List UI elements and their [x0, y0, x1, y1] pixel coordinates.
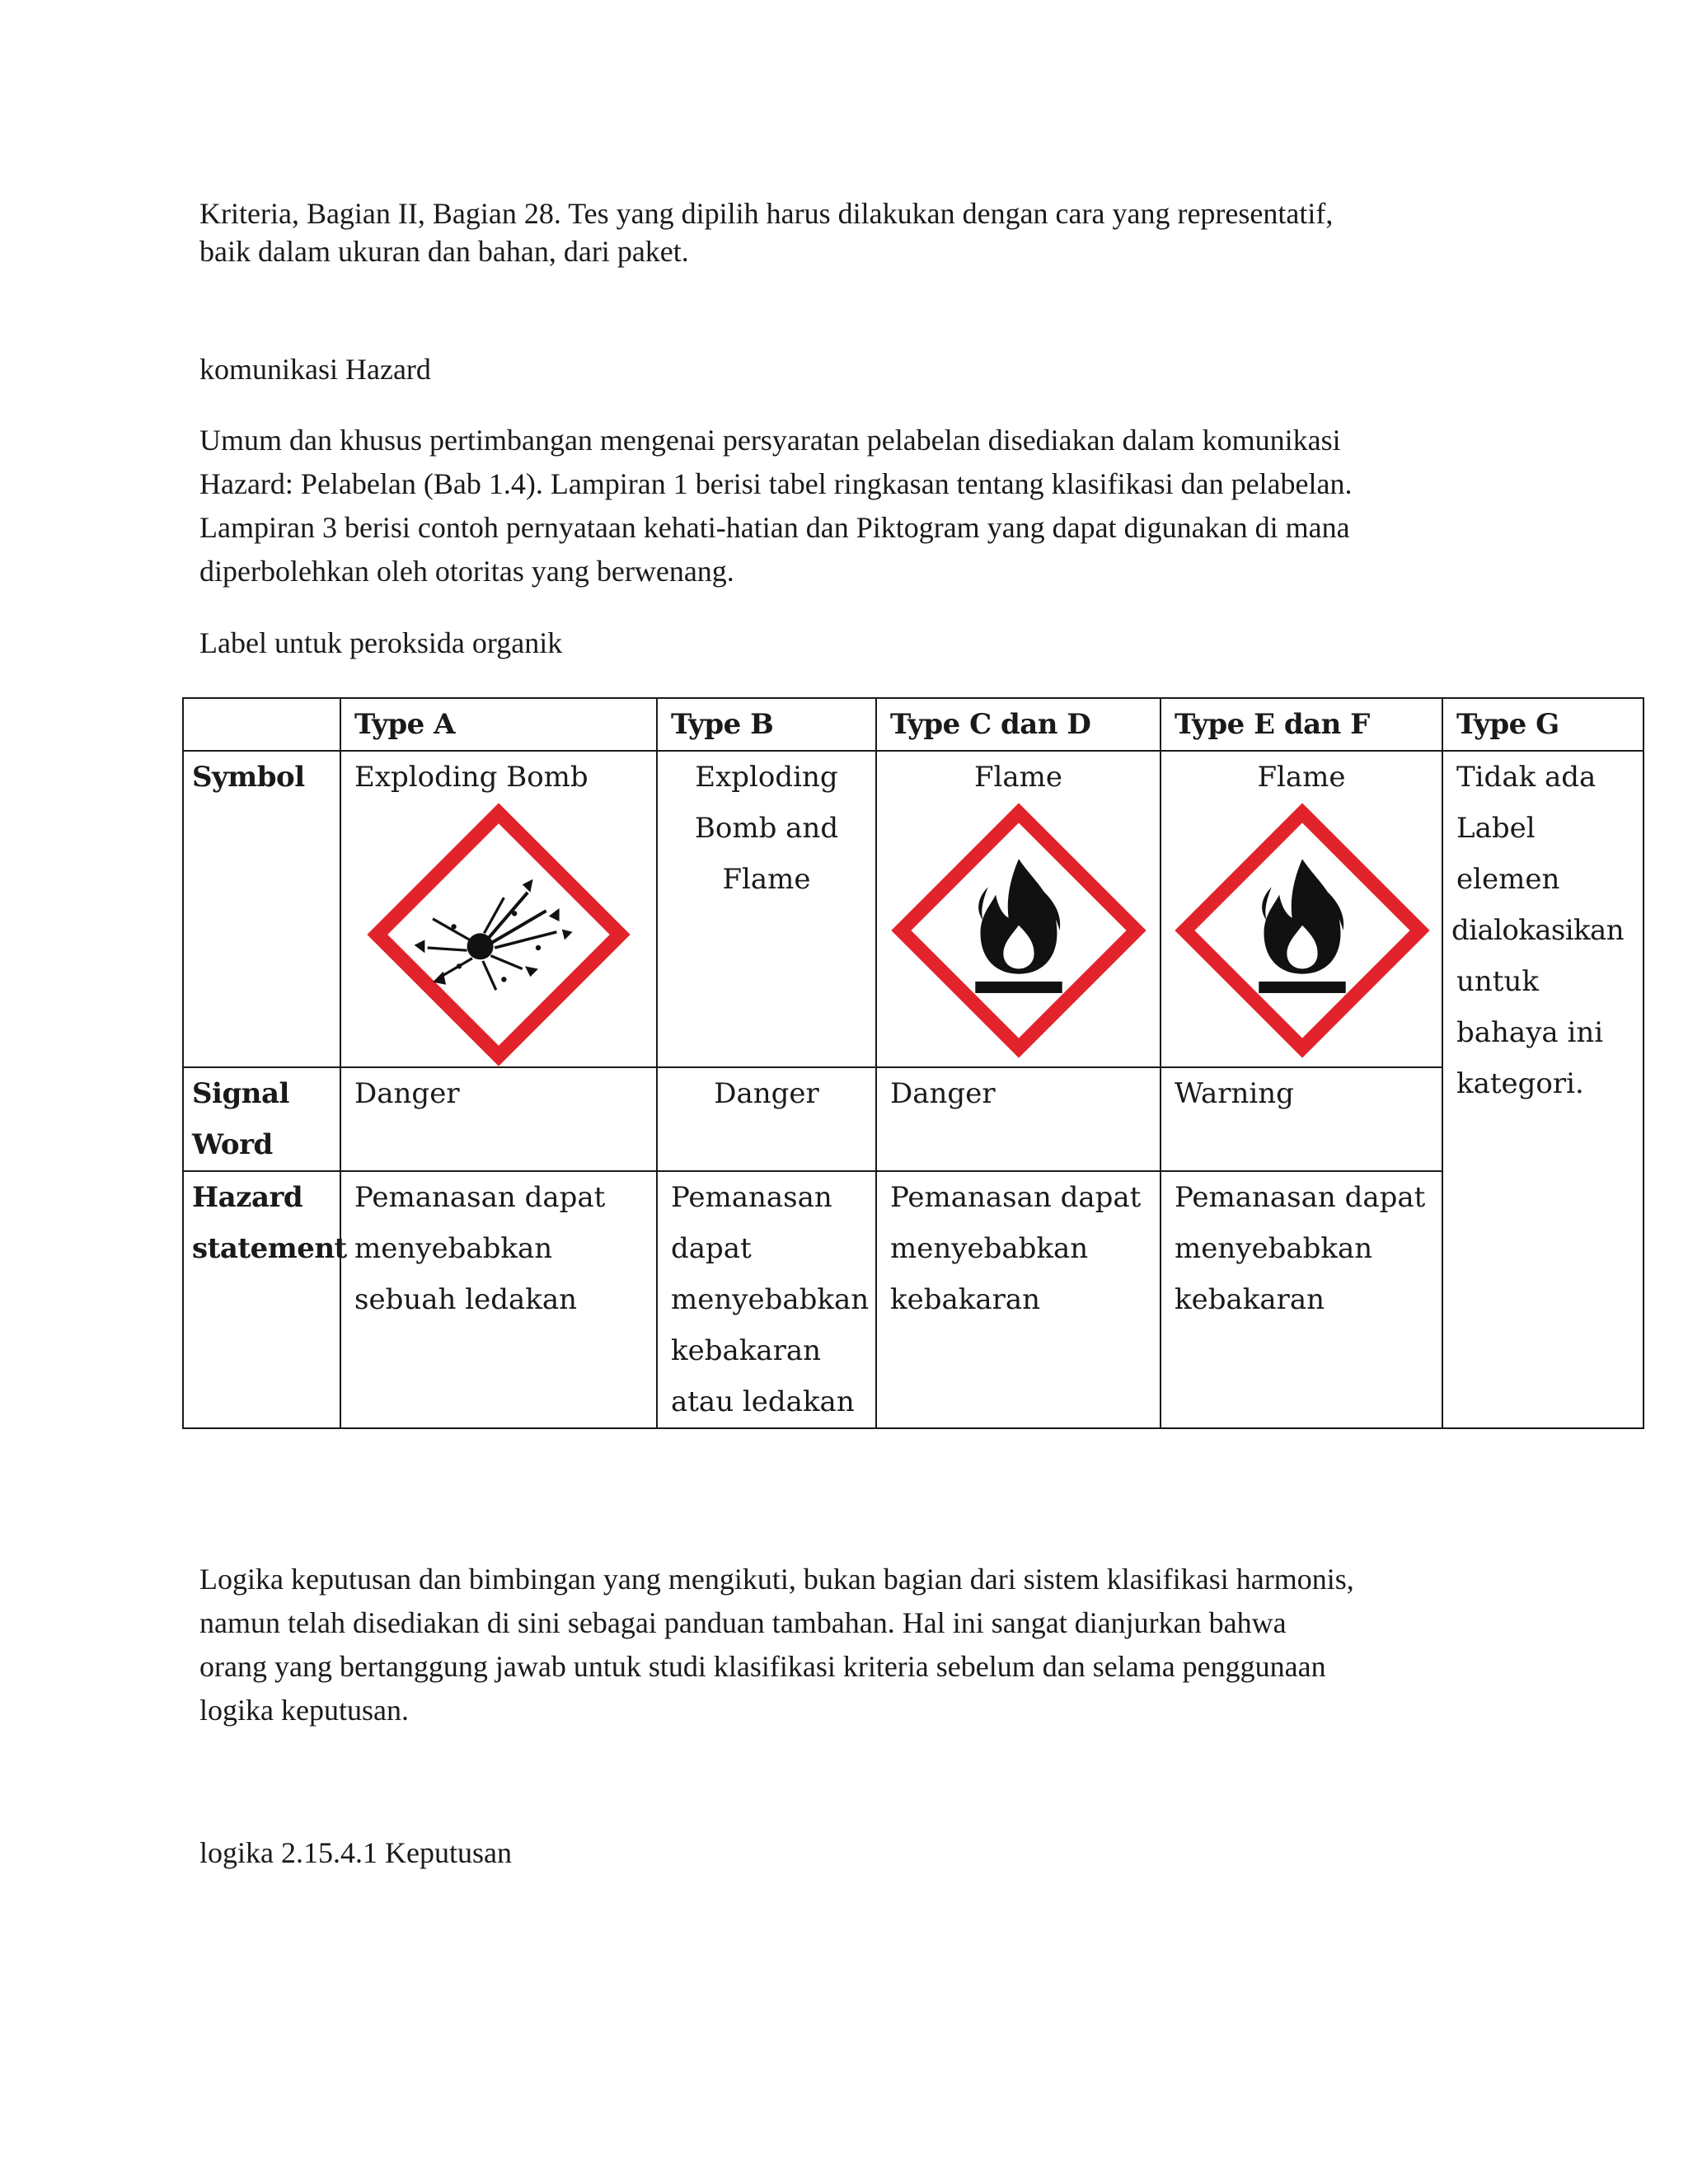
hazard-line: menyebabkan: [671, 1283, 870, 1316]
hazard-line: kebakaran: [890, 1283, 1041, 1316]
text-line: baik dalam ukuran dan bahan, dari paket.: [199, 235, 689, 268]
text-line: logika keputusan.: [199, 1694, 409, 1727]
symbol-name-line: Flame: [722, 863, 811, 896]
row-label-signal-word: [183, 1067, 340, 1171]
hazard-statement-type-b: [657, 1171, 876, 1428]
row-label-line: Hazard: [192, 1181, 303, 1214]
hazard-line: Pemanasan dapat: [354, 1181, 606, 1214]
section-heading-hazard-communication: komunikasi Hazard: [199, 353, 431, 386]
text-line: Kriteria, Bagian II, Bagian 28. Tes yang dipilih harus dilakukan dengan cara yang representatif,: [199, 197, 1334, 230]
hazard-statement-type-c-d: [876, 1171, 1160, 1428]
hazard-line: menyebabkan: [1175, 1232, 1373, 1265]
row-label-line: Word: [192, 1128, 273, 1161]
symbol-name: Flame: [1257, 761, 1346, 794]
hazard-line: Pemanasan: [671, 1181, 832, 1214]
section-heading-decision-logic: logika 2.15.4.1 Keputusan: [199, 1836, 512, 1869]
text-line: orang yang bertanggung jawab untuk studi klasifikasi kriteria sebelum dan selama penggunaan: [199, 1650, 1326, 1683]
signal-word-type-b: Danger: [657, 1067, 876, 1171]
type-g-line: dialokasikan: [1451, 914, 1625, 947]
text-line: diperbolehkan oleh otoritas yang berwenang.: [199, 555, 734, 588]
symbol-name: Flame: [973, 761, 1063, 794]
symbol-name-line: Bomb and: [694, 812, 839, 845]
text-line: Umum dan khusus pertimbangan mengenai persyaratan pelabelan disediakan dalam komunikasi: [199, 424, 1341, 457]
row-label-line: Signal: [192, 1077, 289, 1110]
hazard-line: kebakaran: [1175, 1283, 1325, 1316]
exploding-bomb-pictogram-icon: [354, 803, 643, 1066]
symbol-cell-type-c-d: [876, 751, 1160, 1067]
hazard-line: atau ledakan: [671, 1385, 855, 1418]
type-g-line: bahaya ini: [1456, 1016, 1604, 1049]
paragraph-criteria: [199, 194, 1485, 270]
organic-peroxide-label-table: [182, 697, 1644, 1429]
signal-word-type-e-f: Warning: [1160, 1067, 1442, 1171]
symbol-cell-type-e-f: [1160, 751, 1442, 1067]
paragraph-decision-logic: [199, 1558, 1485, 1732]
hazard-line: Pemanasan dapat: [890, 1181, 1142, 1214]
type-g-line: elemen: [1456, 863, 1560, 896]
symbol-cell-type-a: [340, 751, 657, 1067]
symbol-cell-type-b: [657, 751, 876, 1067]
symbol-name-line: Exploding: [695, 761, 838, 794]
table-caption: Label untuk peroksida organik: [199, 626, 563, 659]
hazard-line: dapat: [671, 1232, 752, 1265]
hazard-line: menyebabkan: [890, 1232, 1089, 1265]
signal-word-type-a: Danger: [340, 1067, 657, 1171]
flame-pictogram-icon: [891, 803, 1146, 1058]
type-g-line: Tidak ada: [1456, 761, 1597, 794]
header-type-e-f: Type E dan F: [1160, 698, 1442, 751]
hazard-statement-type-e-f: [1160, 1171, 1442, 1428]
hazard-line: menyebabkan: [354, 1232, 553, 1265]
type-g-line: kategori.: [1456, 1067, 1584, 1100]
text-line: Hazard: Pelabelan (Bab 1.4). Lampiran 1 berisi tabel ringkasan tentang klasifikasi dan pelabelan.: [199, 467, 1353, 500]
flame-pictogram-icon: [1175, 803, 1430, 1058]
table-header-row: [183, 698, 1643, 751]
table-row-signal-word: [183, 1067, 1643, 1171]
row-label-symbol: Symbol: [183, 751, 340, 1067]
table-row-symbol: [183, 751, 1643, 1067]
symbol-name: Exploding Bomb: [354, 761, 588, 794]
header-type-a: Type A: [340, 698, 657, 751]
signal-word-type-c-d: Danger: [876, 1067, 1160, 1171]
text-line: namun telah disediakan di sini sebagai panduan tambahan. Hal ini sangat dianjurkan bahwa: [199, 1606, 1287, 1639]
type-g-line: Label: [1456, 812, 1536, 845]
text-line: Logika keputusan dan bimbingan yang mengikuti, bukan bagian dari sistem klasifikasi harmonis,: [199, 1563, 1354, 1596]
table-row-hazard-statement: [183, 1171, 1643, 1428]
text-line: Lampiran 3 berisi contoh pernyataan kehati-hatian dan Piktogram yang dapat digunakan di mana: [199, 511, 1350, 544]
header-type-b: Type B: [657, 698, 876, 751]
header-type-g: Type G: [1442, 698, 1643, 751]
hazard-line: Pemanasan dapat: [1175, 1181, 1426, 1214]
paragraph-labelling: [199, 419, 1485, 593]
row-label-hazard-statement: [183, 1171, 347, 1428]
hazard-line: kebakaran: [671, 1334, 822, 1367]
type-g-line: untuk: [1456, 965, 1539, 998]
hazard-statement-type-a: [340, 1171, 657, 1428]
type-g-cell: [1442, 751, 1643, 1428]
header-type-c-d: Type C dan D: [876, 698, 1160, 751]
header-empty: [183, 698, 340, 751]
row-label-line: statement: [192, 1232, 347, 1265]
hazard-line: sebuah ledakan: [354, 1283, 578, 1316]
